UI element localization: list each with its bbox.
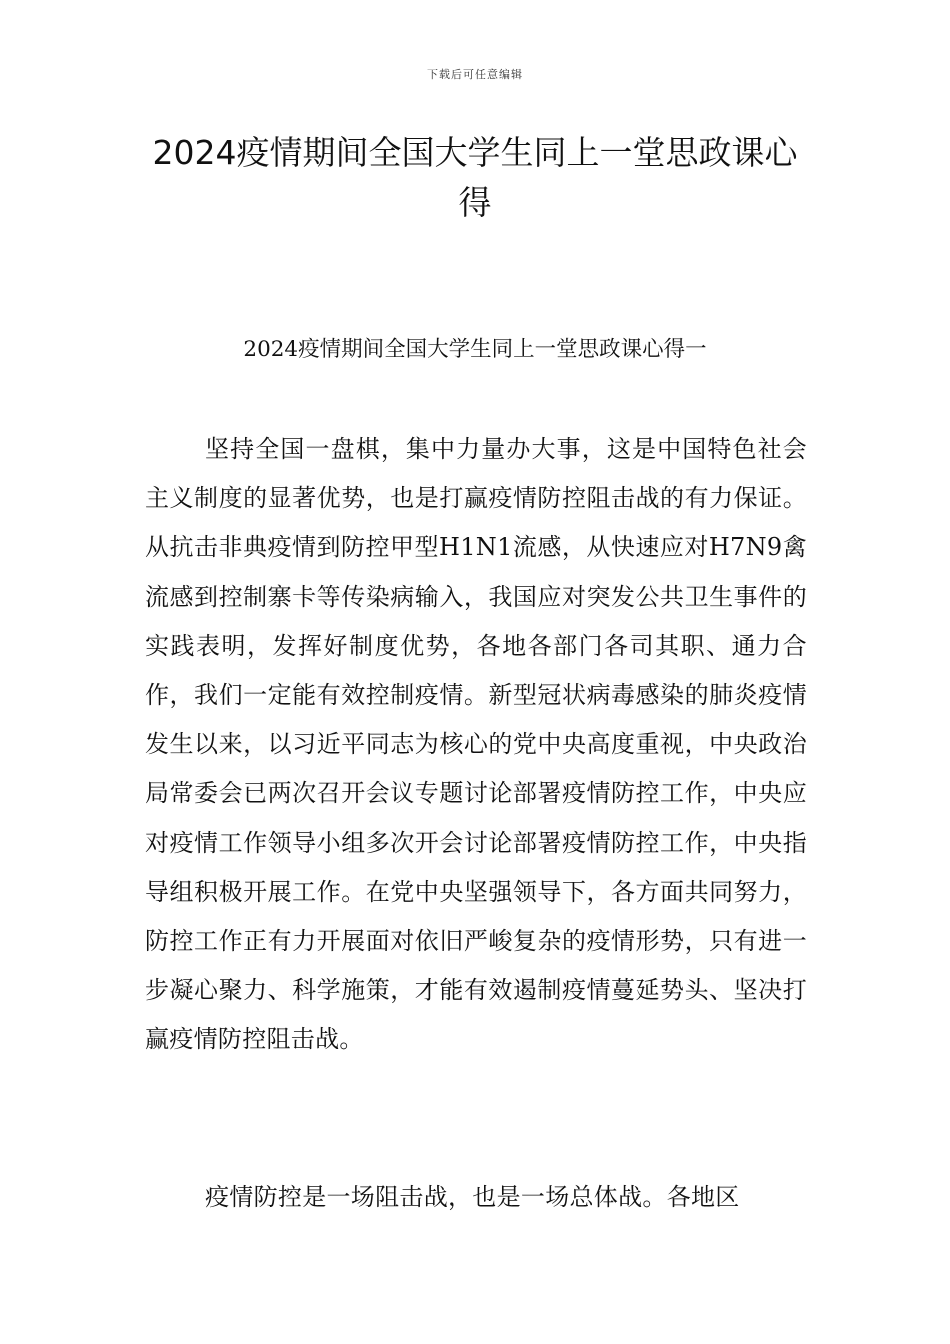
body-paragraph-1: 坚持全国一盘棋，集中力量办大事，这是中国特色社会主义制度的显著优势，也是打赢疫情防控阻击战的有力保证。从抗击非典疫情到防控甲型H1N1流感，从快速应对H7N9禽流感到控制寨卡等传染病输入，我国应对突发公共卫生事件的实践表明，发挥好制度优势，各地各部门各司其职、通力合作，我们一定能有效控制疫情。新型冠状病毒感染的肺炎疫情发生以来，以习近平同志为核心的党中央高度重视，中央政治局常委会已两次召开会议专题讨论部署疫情防控工作，中央应对疫情工作领导小组多次开会讨论部署疫情防控工作，中央指导组积极开展工作。在党中央坚强领导下，各方面共同努力，防控工作正有力开展面对依旧严峻复杂的疫情形势，只有进一步凝心聚力、科学施策，才能有效遏制疫情蔓延势头、坚决打赢疫情防控阻击战。	[145, 435, 807, 1054]
body-paragraph-2: 疫情防控是一场阻击战，也是一场总体战。各地区	[205, 1183, 740, 1211]
section-subtitle: 2024疫情期间全国大学生同上一堂思政课心得一	[243, 337, 707, 362]
document-title: 2024疫情期间全国大学生同上一堂思政课心得	[152, 133, 798, 222]
header-note: 下载后可任意编辑	[427, 68, 523, 81]
